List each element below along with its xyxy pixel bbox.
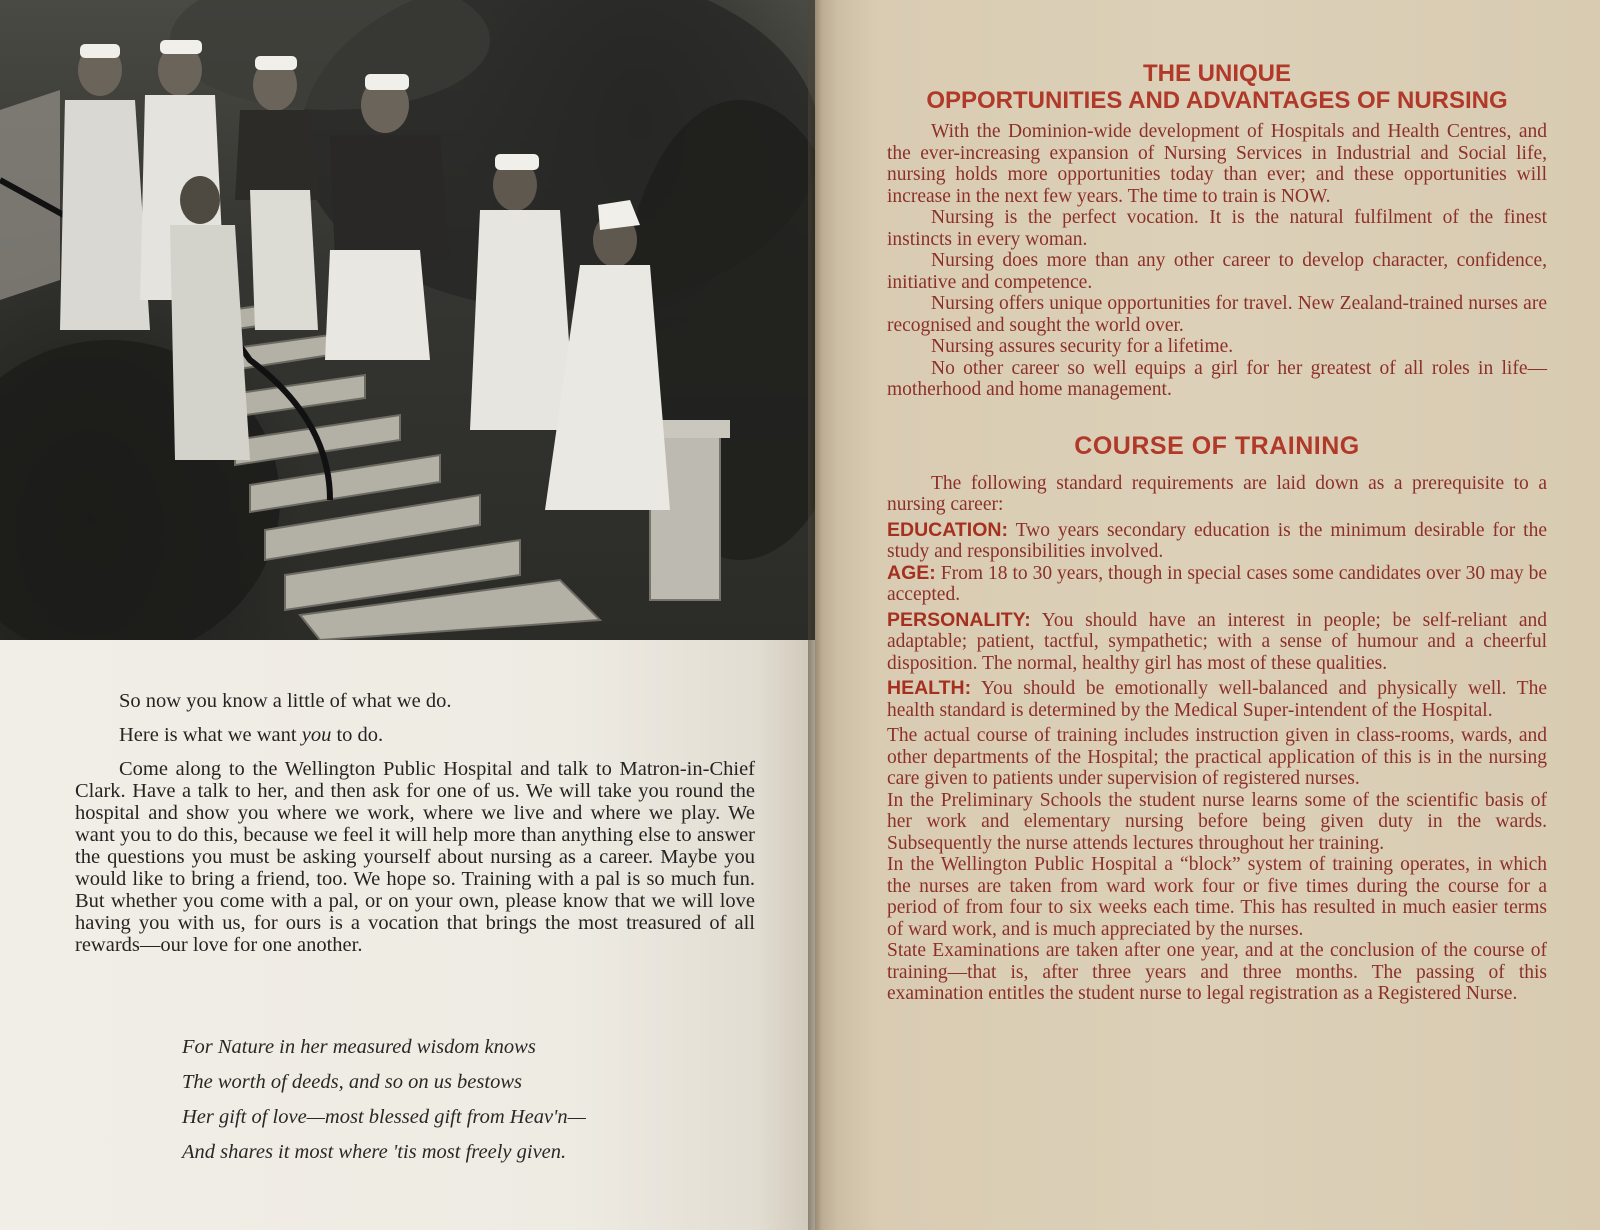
poem-line: Her gift of love—most blessed gift from Heav'n—: [182, 1106, 586, 1128]
requirement-education: EDUCATION: Two years secondary education is the minimum desirable for the study and responsibilities involved.: [887, 518, 1547, 562]
intro-line-1: So now you know a little of what we do.: [119, 690, 452, 712]
intro-paragraph: No other career so well equips a girl for her greatest of all roles in life—motherhood and home management.: [887, 357, 1547, 400]
intro-paragraph: Nursing is the perfect vocation. It is the natural fulfilment of the finest instincts in every woman.: [887, 207, 1547, 250]
requirement-health: HEALTH: You should be emotionally well-balanced and physically well. The health standard is determined by the Medical Super-intendent of the Hospital.: [887, 677, 1547, 721]
left-body-text: [75, 690, 755, 968]
course-paragraph: The actual course of training includes instruction given in class-rooms, wards, and other departments of the Hospital; the practical application of this is in the nursing care given to patients under supervision of registered nurses.: [887, 725, 1547, 789]
course-paragraph: State Examinations are taken after one year, and at the conclusion of the course of training—that is, after three years and three months. The passing of this examination entitles the student nurse to legal registration as a Registered Nurse.: [887, 940, 1547, 1004]
poem-line: The worth of deeds, and so on us bestows: [182, 1071, 522, 1093]
course-paragraph: In the Preliminary Schools the student nurse learns some of the scientific basis of her work and elementary nursing before being given duty in the wards. Subsequently the nurse attends lectures throughout her training.: [887, 789, 1547, 854]
intro-paragraph: Nursing assures security for a lifetime.: [931, 336, 1234, 357]
intro-paragraph: Nursing does more than any other career to develop character, confidence, initiative and competence.: [887, 250, 1547, 293]
requirement-age: AGE: From 18 to 30 years, though in special cases some candidates over 30 may be accepted.: [887, 561, 1548, 605]
nurses-photograph: [0, 0, 815, 640]
course-paragraph: In the Wellington Public Hospital a “block” system of training operates, in which the nurses are taken from ward work four or five times during the course for a period of from four to six weeks each time. This has resulted in much easier terms of ward work, and is much appreciated by the nurses.: [887, 854, 1547, 940]
intro-paragraph: With the Dominion-wide development of Hospitals and Health Centres, and the ever-increasing expansion of Nursing Services in Industrial and Social life, nursing holds more opportunities today than ever; and these opportunities will increase in the next few years. The time to train is NOW.: [887, 121, 1547, 207]
requirement-personality: PERSONALITY: You should have an interest in people; be self-reliant and adaptable; patient, tactful, sympathetic; with a sense of humour and a cheerful disposition. The normal, healthy girl has most of these qualities.: [887, 608, 1548, 674]
poem: [182, 1030, 742, 1170]
invitation-paragraph: Come along to the Wellington Public Hospital and talk to Matron-in-Chief Clark. Have a talk to her, and then ask for one of us. We will take you round the hospital and show you where we work, where we live and where we play. We want you to do this, because we feel it will help more than anything else to answer the questions you must be asking yourself about nursing as a career. Maybe you would like to bring a friend, too. We hope so. Training with a pal is so much fun. But whether you come with a pal, or on your own, please know that we will love having you with us, for ours is a vocation that brings the most treasured of all rewards—our love for one another.: [75, 758, 755, 956]
poem-line: For Nature in her measured wisdom knows: [182, 1036, 536, 1058]
course-of-training-heading: COURSE OF TRAINING: [1074, 431, 1360, 460]
intro-paragraph: Nursing offers unique opportunities for travel. New Zealand-trained nurses are recognised and sought the world over.: [887, 293, 1547, 336]
course-intro: The following standard requirements are laid down as a prerequisite to a nursing career:: [887, 472, 1547, 515]
right-body-text: [887, 60, 1547, 1005]
poem-line: And shares it most where 'tis most freely given.: [182, 1141, 567, 1163]
photo-illustration: [0, 0, 815, 640]
intro-line-2: Here is what we want you to do.: [119, 724, 384, 746]
page-gutter: [808, 0, 822, 1230]
heading-opportunities: OPPORTUNITIES AND ADVANTAGES OF NURSING: [926, 87, 1508, 114]
heading-the-unique: THE UNIQUE: [1142, 60, 1291, 87]
